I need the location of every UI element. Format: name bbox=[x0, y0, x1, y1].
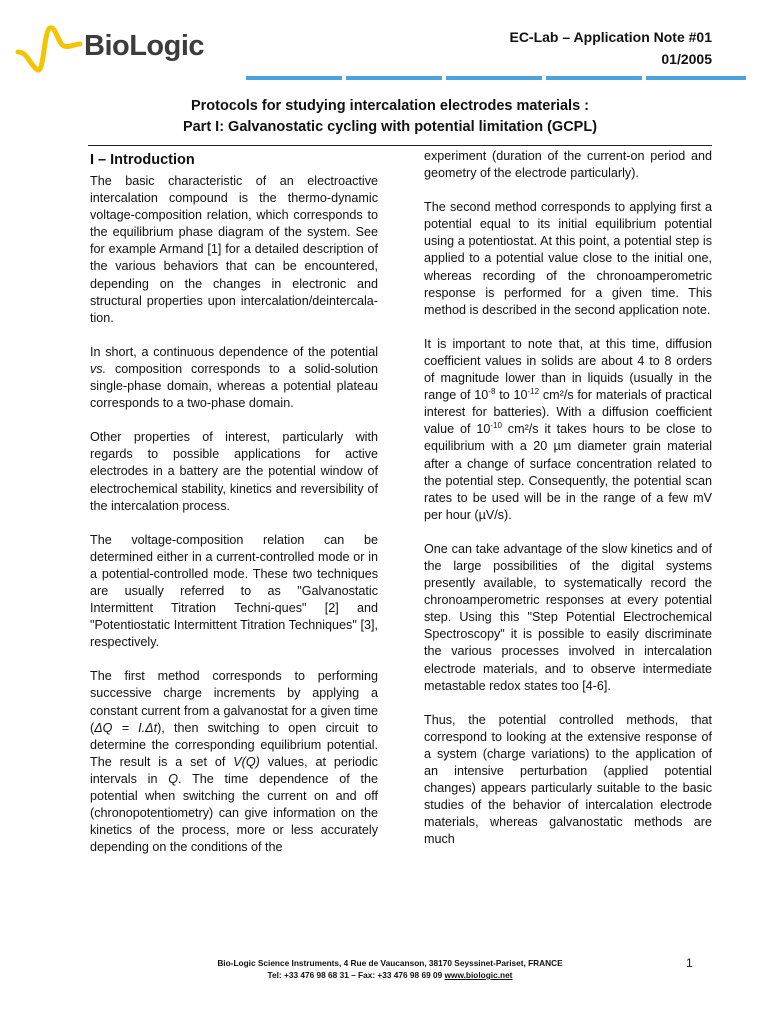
document-title bbox=[80, 96, 700, 138]
biologic-logo bbox=[14, 22, 205, 78]
paragraph: Other properties of interest, particularly with regards to possible applications for active electrodes in a battery are the potential window of electrochemical stability, kinetics and reversibility of the intercalation process. bbox=[90, 430, 378, 513]
title-divider bbox=[88, 145, 712, 146]
paragraph: The second method corresponds to applying first a potential equal to its initial equilibrium potential using a potentiostat. At this point, a potential step is applied to a potential value close to the initial one, whereas recording of the chronoamperometric response is performed for a given time. This method is described in the second application note. bbox=[424, 200, 712, 317]
paragraph: The basic characteristic of an electroactive intercalation compound is the thermo-dynamic voltage-composition relation, which corresponds to the equilibrium phase diagram of the system. See for example Armand [1] for a detailed description of the various behaviors that can be encountered, depending on the changes in electronic and structural properties upon intercalation/deintercala-tion. bbox=[90, 174, 378, 325]
header-stripe bbox=[346, 76, 442, 80]
header-stripe bbox=[246, 76, 342, 80]
paragraph: In short, a continuous dependence of the potential vs. composition corresponds to a solid-solution single-phase domain, whereas a potential plateau corresponds to a two-phase domain. bbox=[90, 344, 378, 411]
note-title: EC-Lab – Application Note #01 bbox=[509, 29, 712, 45]
note-date: 01/2005 bbox=[661, 51, 712, 67]
header-stripe bbox=[646, 76, 746, 80]
paragraph: The voltage-composition relation can be determined either in a current-controlled mode or in a potential-controlled mode. These two techniques are usually referred to as "Galvanostatic Intermittent Titration Techni-ques" [2] and "Potentiostatic Intermittent Titration Techniques" [3], respectively. bbox=[90, 532, 378, 650]
page-number: 1 bbox=[686, 956, 693, 970]
paragraph: experiment (duration of the current-on period and geometry of the electrode particularly). bbox=[424, 149, 712, 181]
footer-contact: Tel: +33 476 98 68 31 – Fax: +33 476 98 69 09 www.biologic.net bbox=[267, 970, 513, 980]
website-link[interactable]: www.biologic.net bbox=[444, 970, 513, 980]
footer-address: Bio-Logic Science Instruments, 4 Rue de Vaucanson, 38170 Seyssinet-Pariset, FRANCE bbox=[217, 958, 563, 968]
page-footer bbox=[120, 957, 660, 981]
note-header bbox=[509, 26, 712, 70]
section-heading: I – Introduction bbox=[90, 152, 195, 168]
logo-wave-icon bbox=[14, 22, 84, 78]
paragraph: It is important to note that, at this time, diffusion coefficient values in solids are about 4 to 8 orders of magnitude lower than in liquids (usually in the range of $10^{-8}$ to $10^{-12}$ cm²/s for materials of practical interest for batteries). With a diffusion coefficient value of $10^{-10}$ cm²/s it takes hours to be close to equilibrium with a 20 µm diameter grain material after a change of surface concentration related to the potential step. Consequently, the potential scan rates to be used will be in the range of a few mV per hour (µV/s). bbox=[424, 336, 712, 522]
logo-text: BioLogic bbox=[84, 30, 205, 62]
left-column bbox=[90, 148, 378, 873]
title-line-2: Part I: Galvanostatic cycling with potential limitation (GCPL) bbox=[182, 119, 598, 135]
header-stripe bbox=[446, 76, 542, 80]
paragraph: One can take advantage of the slow kinetics and of the large possibilities of the digital systems presently available, to systematically record the chronoamperometric responses at every potential step. Using this "Step Potential Electrochemical Spectroscopy" it is possible to easily discriminate the various processes involved in intercalation electrode materials, and to observe intermediate metastable redox states too [4-6]. bbox=[424, 541, 712, 693]
title-line-1: Protocols for studying intercalation electrodes materials : bbox=[190, 98, 590, 114]
paragraph: The first method corresponds to performing successive charge increments by applying a constant current from a galvanostat for a given time (ΔQ = I.Δt), then switching to open circuit to determine the corresponding equilibrium potential. The result is a set of V(Q) values, at periodic intervals in Q. The time dependence of the potential when switching the current on and off (chronopotentiometry) can give information on the kinetics of the process, more or less accurately depending on the conditions of the bbox=[90, 669, 379, 855]
header-stripe bbox=[546, 76, 642, 80]
right-column bbox=[424, 148, 712, 865]
paragraph: Thus, the potential controlled methods, that correspond to looking at the extensive response of a system (charge variations) to the application of an intensive perturbation (applied potential changes) appears particularly suitable to the basic studies of the behavior of intercalation electrode materials, whereas galvanostatic methods are much bbox=[424, 712, 712, 847]
